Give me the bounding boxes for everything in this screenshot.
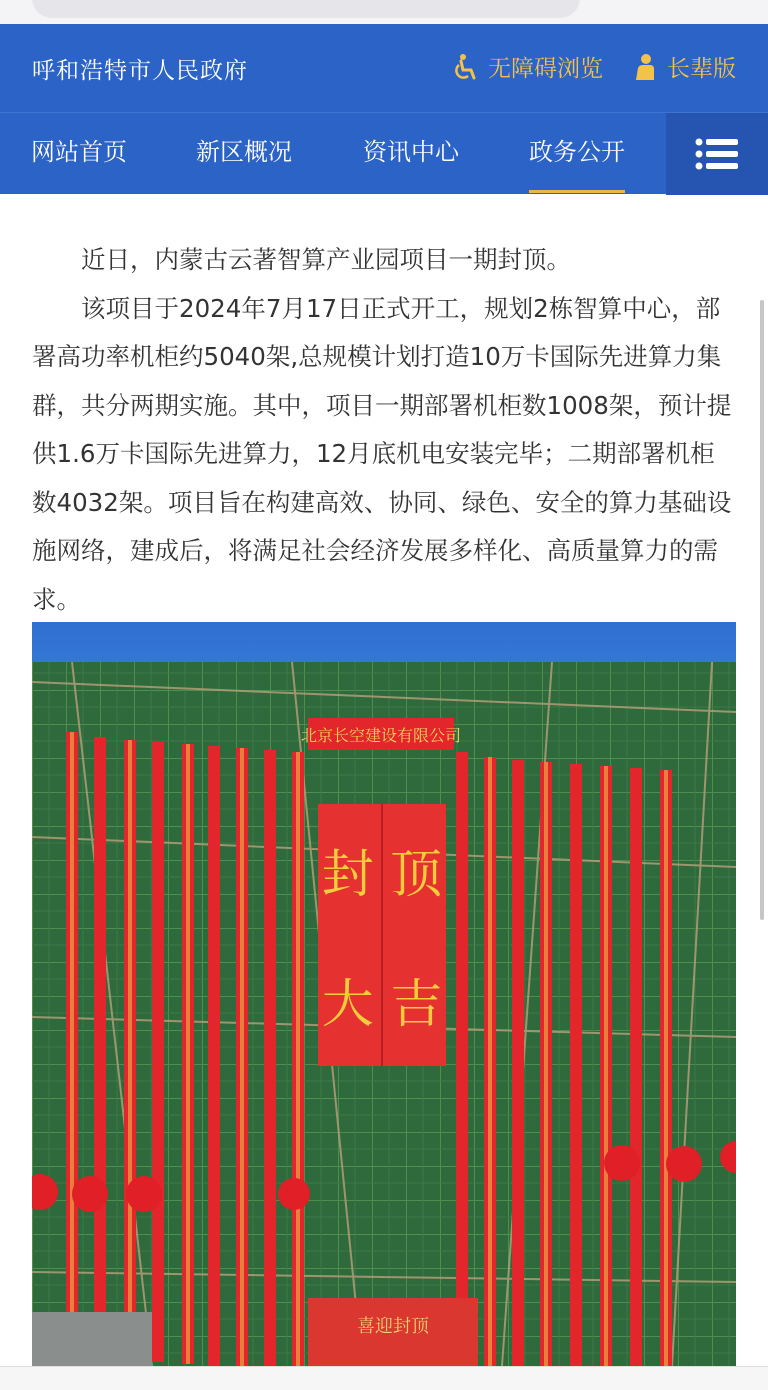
- site-header: [0, 24, 768, 112]
- accessibility-label: 无障碍浏览: [488, 56, 603, 82]
- main-nav: [0, 112, 768, 194]
- site-title[interactable]: 呼和浩特市人民政府: [32, 58, 248, 84]
- wheelchair-icon: [452, 53, 478, 81]
- menu-button[interactable]: [666, 113, 768, 195]
- header-links: [422, 50, 736, 83]
- article-paragraph: 该项目于2024年7月17日正式开工，规划2栋智算中心，部署高功率机柜约5040架,总规模计划打造10万卡国际先进算力集群，共分两期实施。其中，项目一期部署机柜数1008架，预计提供1.6万卡国际先进算力，12月底机电安装完毕；二期部署机柜数4032架。项目旨在构建高效、协同、绿色、安全的算力基础设施网络，建成后，将满足社会经济发展多样化、高质量算力的需求。: [32, 293, 732, 614]
- tab-news[interactable]: 资讯中心: [363, 138, 459, 166]
- tab-home[interactable]: 网站首页: [31, 138, 127, 166]
- tab-government-affairs[interactable]: 政务公开: [529, 113, 625, 195]
- menu-list-icon: [695, 137, 739, 171]
- browser-bottom-bar: [0, 1366, 768, 1390]
- machinery: [32, 1312, 152, 1366]
- accessibility-link[interactable]: [452, 50, 603, 83]
- topping-out-photo: [32, 622, 736, 1366]
- tab-overview[interactable]: 新区概况: [196, 138, 292, 166]
- elder-icon: [633, 53, 657, 81]
- elder-version-link[interactable]: [633, 50, 736, 83]
- company-banner-text: 北京长空建设有限公司: [300, 726, 462, 745]
- browser-top-strip: [0, 0, 768, 24]
- elder-label: 长辈版: [667, 56, 736, 82]
- search-bar[interactable]: [32, 0, 580, 18]
- article-paragraph: 近日，内蒙古云著智算产业园项目一期封顶。: [81, 245, 571, 274]
- article-photo: [32, 622, 736, 1366]
- main-banner-top-text: 封 顶: [321, 845, 443, 905]
- main-banner-bottom-text: 大 吉: [321, 975, 443, 1035]
- scrollbar[interactable]: [760, 300, 764, 920]
- article-body: [32, 236, 736, 624]
- bottom-banner-text: 喜迎封顶: [357, 1316, 429, 1337]
